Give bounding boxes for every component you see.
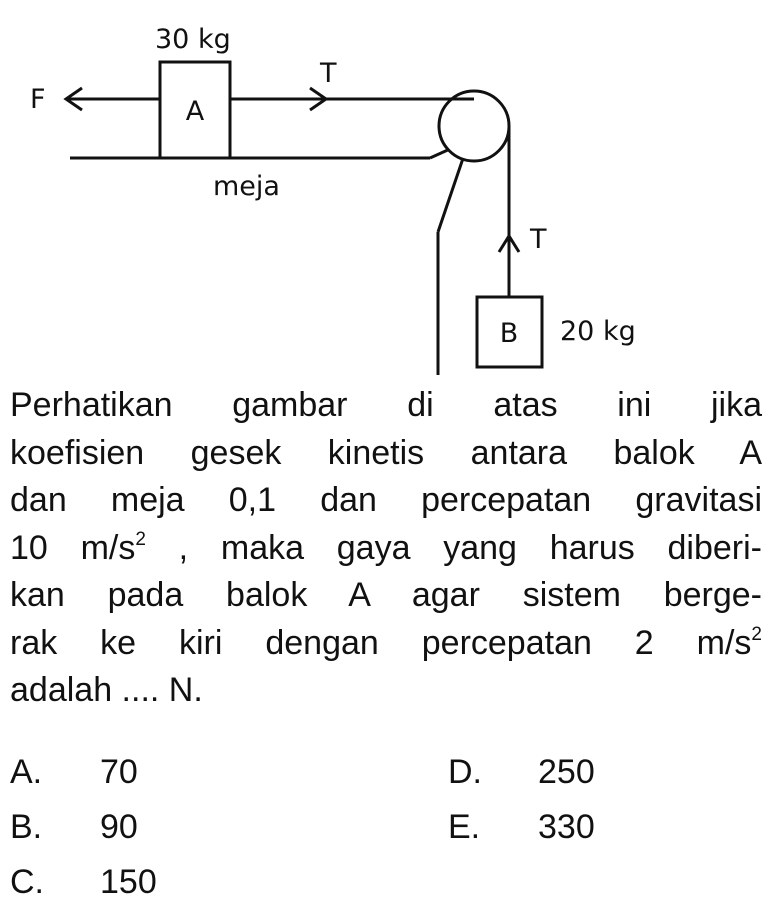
option-letter: C. xyxy=(10,863,44,901)
option-value: 150 xyxy=(100,863,157,901)
question-line xyxy=(10,525,762,573)
question-line: Perhatikan gambar di atas ini jika xyxy=(10,386,762,424)
question-line: adalah .... N. xyxy=(10,671,203,709)
question-line-part: rak ke kiri dengan percepatan 2 m/s xyxy=(10,623,752,662)
option-value: 250 xyxy=(538,753,595,791)
question-line: kan pada balok A agar sistem berge- xyxy=(10,576,762,614)
option-letter: D. xyxy=(448,753,482,791)
tension-top-label: T xyxy=(320,58,337,89)
physics-diagram xyxy=(0,0,775,385)
block-b-label: B xyxy=(499,318,519,349)
exponent: 2 xyxy=(135,528,146,550)
option-letter: E. xyxy=(448,808,481,846)
option-value: 330 xyxy=(538,808,595,846)
exponent: 2 xyxy=(751,623,762,645)
block-a-label: A xyxy=(185,96,205,127)
force-f-label: F xyxy=(30,84,46,115)
mass-b-label: 20 kg xyxy=(560,316,636,347)
option-e[interactable] xyxy=(448,807,595,847)
option-a[interactable] xyxy=(10,752,138,792)
table-label: meja xyxy=(213,171,280,202)
option-d[interactable] xyxy=(448,752,595,792)
option-c[interactable] xyxy=(10,862,157,902)
option-value: 90 xyxy=(100,808,138,846)
option-letter: B. xyxy=(10,808,43,846)
question-line: dan meja 0,1 dan percepatan gravitasi xyxy=(10,481,762,519)
option-letter: A. xyxy=(10,753,43,791)
option-b[interactable] xyxy=(10,807,138,847)
question-line xyxy=(10,620,762,668)
question-line-part: , maka gaya yang harus diberi- xyxy=(145,528,762,567)
question-line: koefisien gesek kinetis antara balok A xyxy=(10,433,762,472)
gravity-value: 10 m/s xyxy=(10,528,136,567)
tension-side-label: T xyxy=(530,224,547,255)
question-text xyxy=(10,382,762,715)
pulley xyxy=(439,91,509,161)
mass-a-label: 30 kg xyxy=(155,24,231,55)
option-value: 70 xyxy=(100,753,138,791)
